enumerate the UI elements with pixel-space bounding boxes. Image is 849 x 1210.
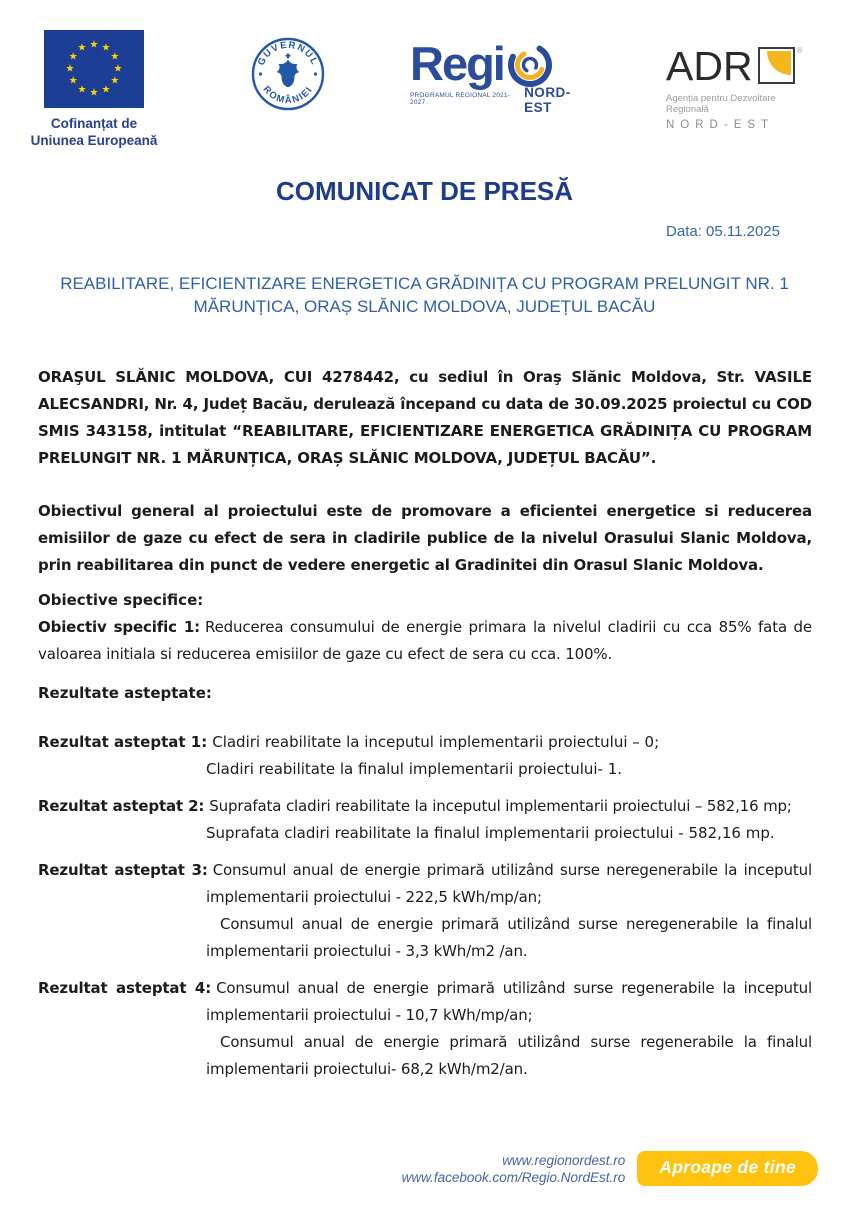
result-2-line2: Suprafata cladiri reabilitate la finalul implementarii proiectului - 582,16 mp. bbox=[206, 824, 775, 842]
objective-1 bbox=[38, 614, 812, 668]
svg-text:★: ★ bbox=[77, 84, 87, 96]
footer-links bbox=[402, 1152, 626, 1186]
svg-text:★: ★ bbox=[101, 42, 111, 54]
website-link[interactable]: www.regionordest.ro bbox=[502, 1152, 626, 1168]
eu-caption-line1: Cofinanțat de bbox=[50, 116, 138, 131]
regio-swirl-icon bbox=[506, 41, 554, 89]
regio-program-text: PROGRAMUL REGIONAL 2021-2027 bbox=[410, 92, 511, 106]
logo-header bbox=[0, 0, 849, 158]
gov-seal-top-text: GUVERNUL bbox=[255, 39, 321, 68]
regio-wordmark: Regi bbox=[410, 37, 504, 90]
gov-seal-bottom-text: ROMÂNIEI bbox=[260, 84, 316, 107]
romanian-government-logo bbox=[250, 36, 326, 116]
result-1-line2: Cladiri reabilitate la finalul implementarii proiectului- 1. bbox=[206, 760, 623, 778]
eu-flag-icon bbox=[44, 30, 144, 108]
page-title: COMUNICAT DE PRESĂ bbox=[275, 176, 574, 206]
svg-text:★: ★ bbox=[77, 42, 87, 54]
svg-text:★: ★ bbox=[110, 75, 120, 87]
result-2-line1: Rezultat asteptat 2: Suprafata cladiri reabilitate la inceputul implementarii proiectului – 582,16 mp; bbox=[38, 797, 792, 815]
svg-text:★: ★ bbox=[68, 51, 78, 63]
result-3 bbox=[38, 857, 812, 965]
project-title: REABILITARE, EFICIENTIZARE ENERGETICA GRĂDINIȚA CU PROGRAM PRELUNGIT NR. 1 MĂRUNȚICA, ORAȘ SLĂNIC MOLDOVA, JUDEȚUL BACĂU bbox=[60, 274, 789, 316]
result-4-line1: Rezultat asteptat 4: Consumul anual de energie primară utilizând surse regenerabile la inceputul implementarii proiectului - 10,7 kWh/mp/an; bbox=[38, 979, 812, 1024]
adr-registered-mark: ® bbox=[796, 46, 803, 55]
adr-square-icon bbox=[758, 47, 795, 84]
page-footer bbox=[402, 1151, 818, 1186]
result-3-label: Rezultat asteptat 3: bbox=[38, 861, 208, 879]
regio-region-text: NORD-EST bbox=[524, 85, 571, 115]
svg-text:★: ★ bbox=[89, 87, 99, 99]
adr-quarter-circle-icon bbox=[767, 51, 791, 75]
paragraph-beneficiary: ORAŞUL SLĂNIC MOLDOVA, CUI 4278442, cu sediul în Oraş Slănic Moldova, Str. VASILE ALECSANDRI, Nr. 4, Județ Bacău, derulează începand cu data de 30.09.2025 proiectul cu COD SMIS 343158, intitulat “REABILITARE, EFICIENTIZARE ENERGETICA GRĂDINIȚA CU PROGRAM PRELUNGIT NR. 1 MĂRUNȚICA, ORAȘ SLĂNIC MOLDOVA, JUDEȚUL BACĂU”. bbox=[38, 368, 812, 467]
eu-caption bbox=[14, 115, 174, 149]
result-4-label: Rezultat asteptat 4: bbox=[38, 979, 212, 997]
aproape-de-tine-button[interactable]: Aproape de tine bbox=[637, 1151, 818, 1186]
press-release-body bbox=[38, 364, 812, 1083]
government-seal-icon bbox=[250, 36, 326, 112]
objectives-heading: Obiective specifice: bbox=[38, 591, 204, 609]
eu-caption-line2: Uniunea Europeană bbox=[30, 133, 158, 148]
result-3-line2: Consumul anual de energie primară utilizând surse neregenerabile la finalul implementarii proiectului - 3,3 kWh/m2 /an. bbox=[206, 915, 812, 960]
objective-1-label: Obiectiv specific 1: bbox=[38, 618, 200, 636]
result-1 bbox=[38, 729, 812, 783]
result-3-line1: Rezultat asteptat 3: Consumul anual de energie primară utilizând surse neregenerabile la inceputul implementarii proiectului - 222,5 kWh/mp/an; bbox=[38, 861, 812, 906]
result-4 bbox=[38, 975, 812, 1083]
svg-text:★: ★ bbox=[89, 39, 99, 51]
objective-1-text: Reducerea consumului de energie primara la nivelul cladirii cu cca 85% fata de valoarea initiala si reducerea emisiilor de gaze cu efect de sera cu cca. 100%. bbox=[38, 618, 812, 663]
svg-text:★: ★ bbox=[113, 63, 123, 75]
gov-seal-eagle-icon bbox=[276, 54, 300, 88]
adr-region-text: NORD-EST bbox=[666, 119, 775, 131]
adr-subtitle: Agenția pentru Dezvoltare Regională bbox=[666, 93, 776, 115]
regio-nordest-logo bbox=[410, 37, 590, 115]
result-2-label: Rezultat asteptat 2: bbox=[38, 797, 205, 815]
eu-cofunding-logo bbox=[14, 30, 174, 149]
svg-text:★: ★ bbox=[101, 84, 111, 96]
result-1-line1: Rezultat asteptat 1: Cladiri reabilitate la inceputul implementarii proiectului – 0; bbox=[38, 733, 660, 751]
svg-text:★: ★ bbox=[110, 51, 120, 63]
result-4-line2: Consumul anual de energie primară utilizând surse regenerabile la finalul implementarii proiectului- 68,2 kWh/m2/an. bbox=[206, 1033, 812, 1078]
svg-text:★: ★ bbox=[68, 75, 78, 87]
result-1-label: Rezultat asteptat 1: bbox=[38, 733, 208, 751]
adr-nordest-logo bbox=[666, 43, 816, 131]
paragraph-general-objective: Obiectivul general al proiectului este de promovare a eficientei energetice si reducerea emisiilor de gaze cu efect de sera in cladirile publice de la nivelul Orasului Slanic Moldova, prin reabilitarea din punct de vedere energetic al Gradinitei din Orasul Slanic Moldova. bbox=[38, 502, 812, 574]
svg-text:★: ★ bbox=[65, 63, 75, 75]
facebook-link[interactable]: www.facebook.com/Regio.NordEst.ro bbox=[401, 1169, 626, 1185]
results-heading: Rezultate asteptate: bbox=[38, 684, 212, 702]
date-line: Data: 05.11.2025 bbox=[666, 223, 780, 240]
adr-wordmark: ADR bbox=[666, 43, 753, 89]
result-2 bbox=[38, 793, 812, 847]
